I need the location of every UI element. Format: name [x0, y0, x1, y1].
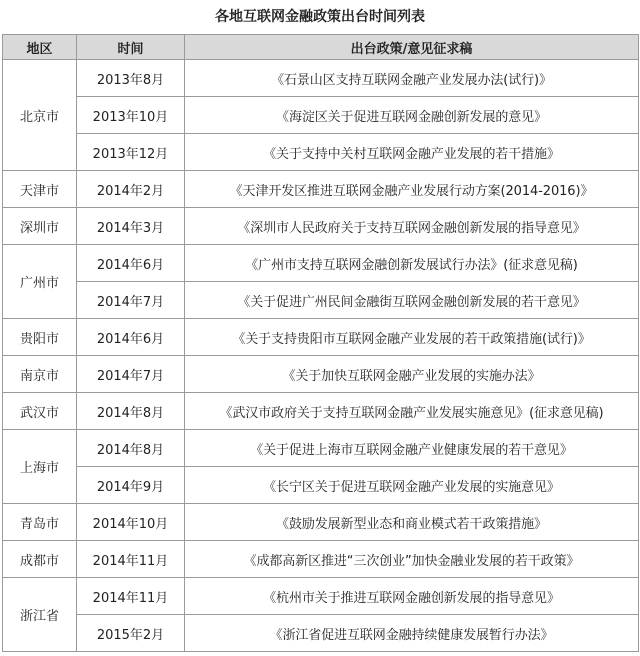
time-cell: 2014年11月 — [77, 541, 185, 578]
time-cell: 2014年7月 — [77, 282, 185, 319]
policy-cell: 《成都高新区推进“三次创业”加快金融业发展的若干政策》 — [185, 541, 639, 578]
table-row — [3, 282, 639, 319]
table-row — [3, 134, 639, 171]
policy-cell: 《关于促进广州民间金融街互联网金融创新发展的若干意见》 — [185, 282, 639, 319]
policy-cell: 《海淀区关于促进互联网金融创新发展的意见》 — [185, 97, 639, 134]
header-row — [3, 35, 639, 60]
region-cell: 北京市 — [3, 60, 77, 171]
policy-cell: 《关于促进上海市互联网金融产业健康发展的若干意见》 — [185, 430, 639, 467]
table-row — [3, 615, 639, 652]
table-row — [3, 467, 639, 504]
policy-cell: 《鼓励发展新型业态和商业模式若干政策措施》 — [185, 504, 639, 541]
region-cell: 浙江省 — [3, 578, 77, 652]
table-row — [3, 393, 639, 430]
region-cell: 贵阳市 — [3, 319, 77, 356]
policy-table — [2, 34, 639, 652]
table-row — [3, 245, 639, 282]
policy-cell: 《浙江省促进互联网金融持续健康发展暂行办法》 — [185, 615, 639, 652]
policy-cell: 《长宁区关于促进互联网金融产业发展的实施意见》 — [185, 467, 639, 504]
time-cell: 2014年2月 — [77, 171, 185, 208]
region-cell: 广州市 — [3, 245, 77, 319]
table-row — [3, 97, 639, 134]
policy-cell: 《关于加快互联网金融产业发展的实施办法》 — [185, 356, 639, 393]
region-cell: 天津市 — [3, 171, 77, 208]
policy-cell: 《天津开发区推进互联网金融产业发展行动方案(2014-2016)》 — [185, 171, 639, 208]
region-cell: 成都市 — [3, 541, 77, 578]
table-row — [3, 60, 639, 97]
time-cell: 2014年9月 — [77, 467, 185, 504]
region-cell: 青岛市 — [3, 504, 77, 541]
policy-cell: 《关于支持贵阳市互联网金融产业发展的若干政策措施(试行)》 — [185, 319, 639, 356]
time-cell: 2014年8月 — [77, 430, 185, 467]
table-row — [3, 541, 639, 578]
table-row — [3, 208, 639, 245]
policy-cell: 《杭州市关于推进互联网金融创新发展的指导意见》 — [185, 578, 639, 615]
table-row — [3, 356, 639, 393]
time-cell: 2015年2月 — [77, 615, 185, 652]
header-policy: 出台政策/意见征求稿 — [185, 35, 639, 60]
time-cell: 2014年11月 — [77, 578, 185, 615]
time-cell: 2014年6月 — [77, 245, 185, 282]
region-cell: 上海市 — [3, 430, 77, 504]
policy-cell: 《广州市支持互联网金融创新发展试行办法》(征求意见稿) — [185, 245, 639, 282]
region-cell: 南京市 — [3, 356, 77, 393]
time-cell: 2014年7月 — [77, 356, 185, 393]
time-cell: 2013年10月 — [77, 97, 185, 134]
policy-cell: 《武汉市政府关于支持互联网金融产业发展实施意见》(征求意见稿) — [185, 393, 639, 430]
policy-cell: 《石景山区支持互联网金融产业发展办法(试行)》 — [185, 60, 639, 97]
time-cell: 2013年8月 — [77, 60, 185, 97]
table-row — [3, 171, 639, 208]
header-region: 地区 — [3, 35, 77, 60]
table-row — [3, 578, 639, 615]
time-cell: 2014年8月 — [77, 393, 185, 430]
table-row — [3, 430, 639, 467]
table-row — [3, 319, 639, 356]
table-title: 各地互联网金融政策出台时间列表 — [215, 9, 425, 25]
time-cell: 2014年10月 — [77, 504, 185, 541]
time-cell: 2014年3月 — [77, 208, 185, 245]
region-cell: 深圳市 — [3, 208, 77, 245]
time-cell: 2013年12月 — [77, 134, 185, 171]
region-cell: 武汉市 — [3, 393, 77, 430]
header-time: 时间 — [77, 35, 185, 60]
policy-cell: 《关于支持中关村互联网金融产业发展的若干措施》 — [185, 134, 639, 171]
policy-cell: 《深圳市人民政府关于支持互联网金融创新发展的指导意见》 — [185, 208, 639, 245]
table-row — [3, 504, 639, 541]
time-cell: 2014年6月 — [77, 319, 185, 356]
